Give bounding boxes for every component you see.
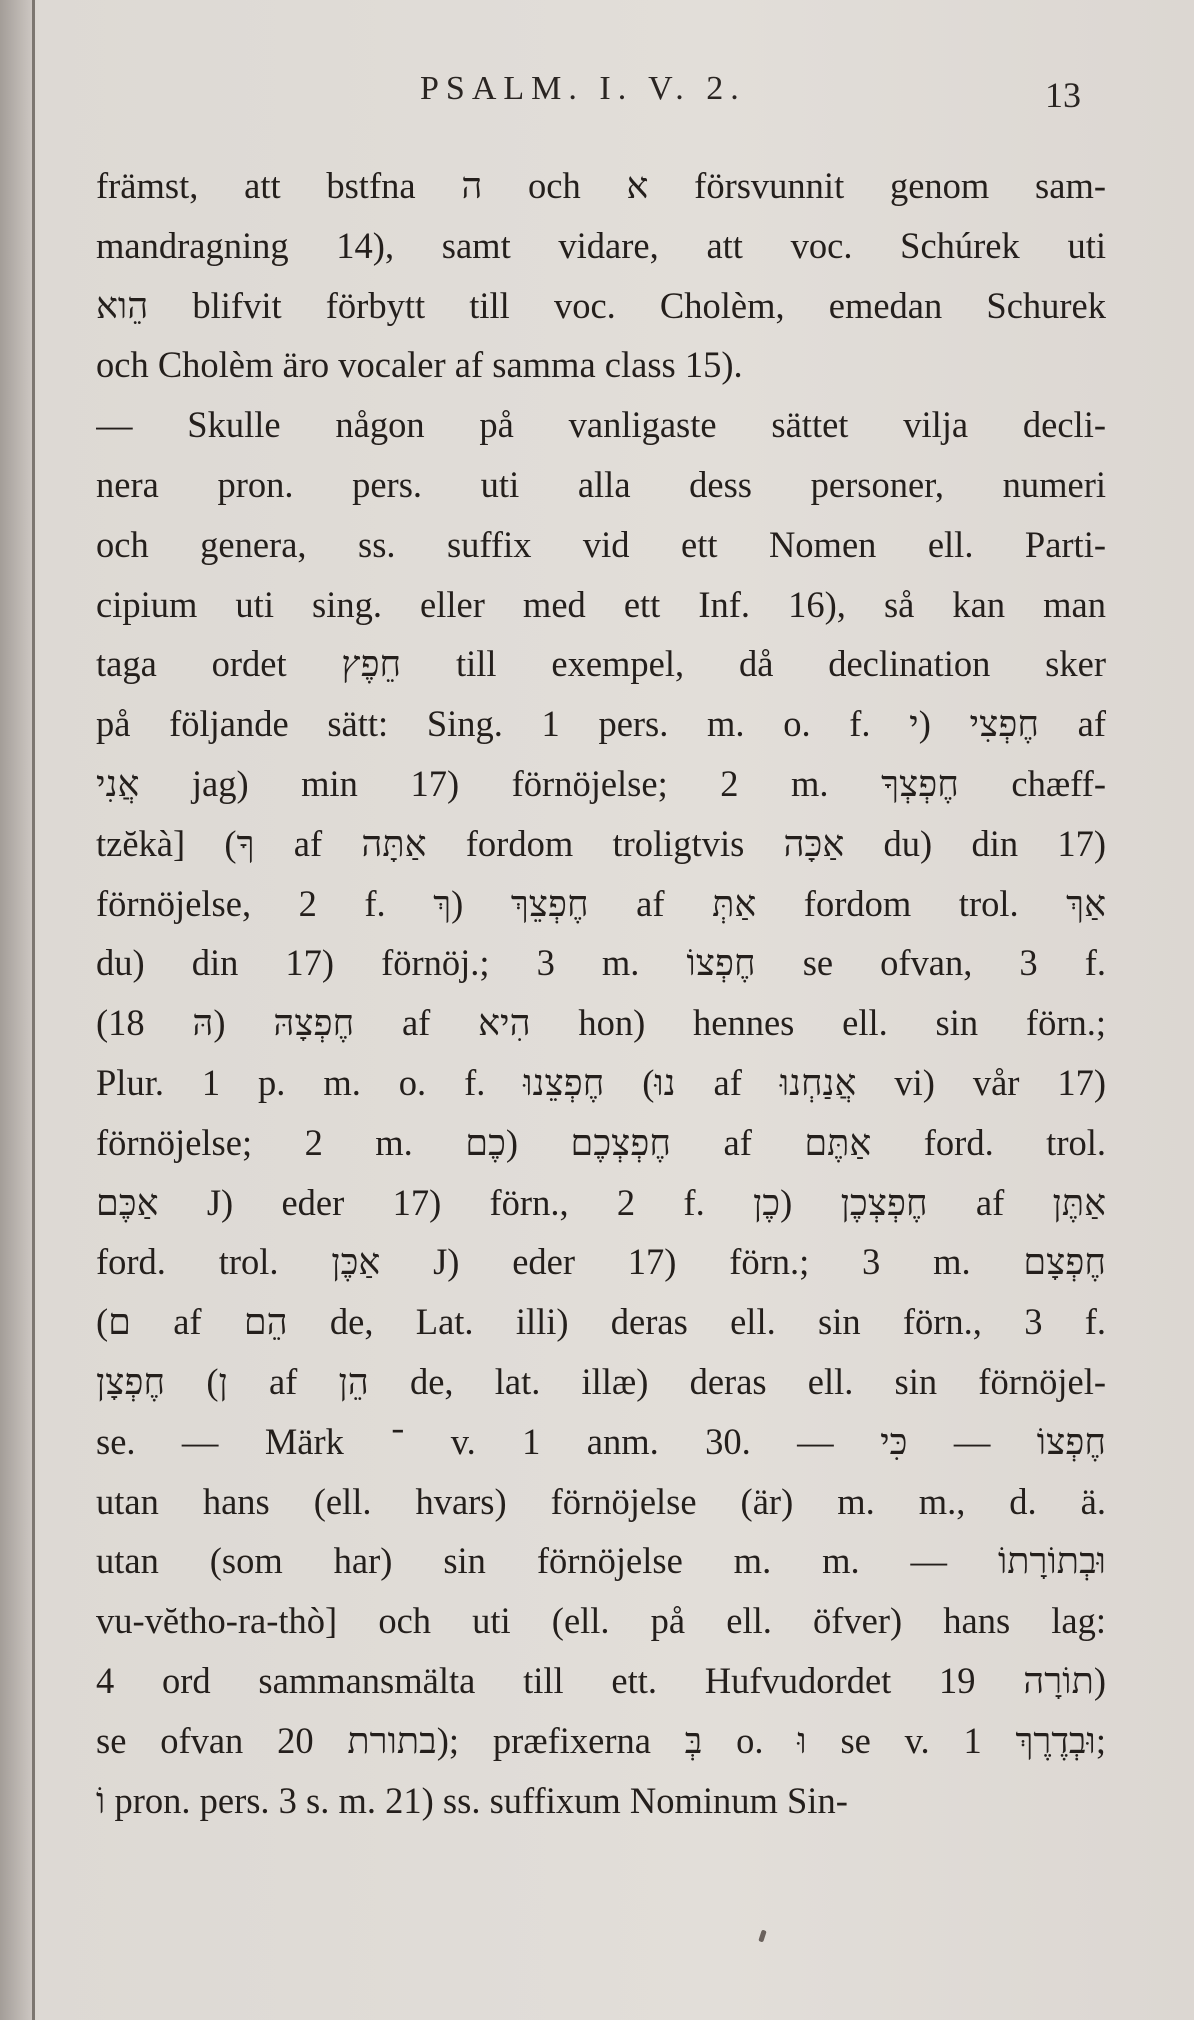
text-line: וֹ pron. pers. 3 s. m. 21) ss. suffixum Nominum Sin-	[96, 1779, 848, 1821]
running-head: PSALM. I. V. 2.	[420, 70, 746, 107]
text-line: cipium uti sing. eller med ett Inf. 16), så kan man	[96, 583, 1106, 625]
text-line: utan hans (ell. hvars) förnöjelse (är) m. m., d. ä.	[96, 1480, 1106, 1522]
text-line: אֲנִי jag) min 17) förnöjelse; 2 m. חֶפְצְךָ chæff-	[96, 762, 1106, 804]
text-line: taga ordet חֵפֶץ till exempel, då declination sker	[96, 643, 1106, 685]
text-line: vu-vĕtho-ra-thò] och uti (ell. på ell. öfver) hans lag:	[96, 1600, 1106, 1642]
text-line: (ם af הֵם de, Lat. illi) deras ell. sin förn., 3 f.	[96, 1301, 1106, 1343]
text-line: förnöjelse; 2 m. חֶפְצְכֶם (כֶם af אַתֶּם ford. trol.	[96, 1121, 1106, 1163]
text-line: חֶפְצָהּ (הּ 18) af הִיא hon) hennes ell. sin förn.;	[96, 1002, 1106, 1044]
body-text	[96, 156, 1106, 1830]
text-line: främst, att bstfna ה och א försvunnit genom sam-	[96, 165, 1106, 206]
text-line: mandragning 14), samt vidare, att voc. Schúrek uti	[96, 224, 1106, 266]
text-line: och genera, ss. suffix vid ett Nomen ell. Parti-	[96, 523, 1106, 565]
text-line: se. — Märk ־ v. 1 anm. 30. — חֶפְצוֹ — כִּי	[96, 1420, 1106, 1462]
text-line: förnöjelse, 2 f. חֶפְצֵךְ (ךְ af אַתְּ fordom trol. אַךְ	[96, 882, 1106, 924]
text-line: Plur. 1 p. m. o. f. חֶפְצֵנוּ (נוּ af אֲנַחְנוּ vi) vår 17)	[96, 1061, 1106, 1103]
text-line: חֶפְצָן (ן af הֵן de, lat. illæ) deras ell. sin förnöjel-	[96, 1360, 1106, 1402]
page-header	[0, 70, 1194, 130]
text-line: 4 ord sammansmälta till ett. Hufvudordet תוֹרָה 19)	[96, 1659, 1106, 1701]
text-line: se ofvan בתורת 20); præfixerna בְּ o. וּ se v. 1 וּבְדֶרֶךְ;	[96, 1719, 1106, 1761]
text-line: אַכֶּם J) eder 17) förn., 2 f. חֶפְצְכֶן (כֶן af אַתֶּן	[96, 1181, 1106, 1223]
text-line: på följande sätt: Sing. 1 pers. m. o. f. חֶפְצִי (י af	[96, 703, 1106, 745]
text-line: nera pron. pers. uti alla dess personer, numeri	[96, 463, 1106, 505]
text-line: tzĕkà] (ךָ af אַתָּה fordom troligtvis אַכָּה du) din 17)	[96, 822, 1106, 864]
text-line: הֵוא blifvit förbytt till voc. Cholèm, emedan Schurek	[96, 284, 1106, 326]
text-line: du) din 17) förnöj.; 3 m. חֶפְצוֹ se ofvan, 3 f.	[96, 942, 1106, 984]
binding-shadow	[0, 0, 34, 2020]
page-number: 13	[1045, 75, 1081, 115]
text-line: ford. trol. אַכֶּן J) eder 17) förn.; 3 m. חֶפְצָם	[96, 1241, 1106, 1283]
text-line: — Skulle någon på vanligaste sättet vilja decli-	[96, 404, 1106, 446]
text-line: utan (som har) sin förnöjelse m. m. — וּבְתוֹרָתוֹ	[96, 1540, 1106, 1582]
binding-edge	[32, 0, 35, 2020]
paper-speck	[758, 1930, 766, 1943]
text-line: och Cholèm äro vocaler af samma class 15).	[96, 344, 743, 386]
